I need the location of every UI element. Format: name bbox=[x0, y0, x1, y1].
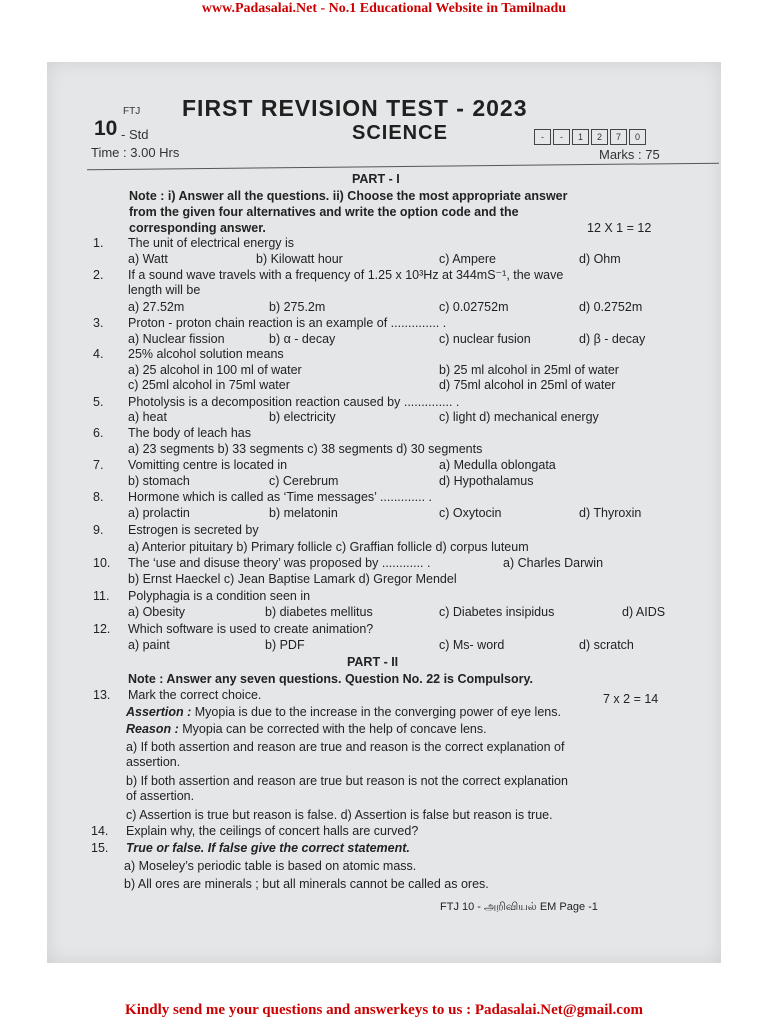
q13-option-b-line2: of assertion. bbox=[126, 789, 195, 803]
std-label: - Std bbox=[121, 127, 149, 142]
q5-number: 5. bbox=[93, 395, 104, 409]
q2-option-b: b) 275.2m bbox=[269, 300, 326, 314]
q2-option-c: c) 0.02752m bbox=[439, 300, 509, 314]
code-box: 7 bbox=[610, 129, 627, 145]
q8-text: Hormone which is called as ‘Time messages’ ............. . bbox=[128, 490, 433, 504]
q13-reason bbox=[126, 722, 487, 737]
q12-text: Which software is used to create animation? bbox=[128, 622, 374, 636]
q14-number: 14. bbox=[91, 824, 109, 838]
code-box: 2 bbox=[591, 129, 608, 145]
subject-title: SCIENCE bbox=[352, 122, 448, 144]
q2-option-a: a) 27.52m bbox=[128, 300, 185, 314]
q13-assertion bbox=[126, 705, 561, 720]
q2-text-continued: length will be bbox=[128, 283, 201, 297]
q15-text: True or false. If false give the correct statement. bbox=[126, 841, 410, 855]
note1-marks: 12 X 1 = 12 bbox=[587, 221, 652, 235]
exam-marks: Marks : 75 bbox=[599, 147, 660, 162]
q10-number: 10. bbox=[93, 556, 111, 570]
q15-number: 15. bbox=[91, 841, 109, 855]
q8-option-d: d) Thyroxin bbox=[579, 506, 642, 520]
part2-heading: PART - II bbox=[347, 655, 399, 669]
q13-option-a-line1: a) If both assertion and reason are true and reason is the correct explanation of bbox=[126, 740, 565, 754]
q1-number: 1. bbox=[93, 236, 104, 250]
q11-option-a: a) Obesity bbox=[128, 605, 185, 619]
q9-text: Estrogen is secreted by bbox=[128, 523, 259, 537]
q14-text: Explain why, the ceilings of concert halls are curved? bbox=[126, 824, 419, 838]
q4-text: 25% alcohol solution means bbox=[128, 347, 284, 361]
q7-text: Vomitting centre is located in bbox=[128, 458, 288, 472]
q9-number: 9. bbox=[93, 523, 104, 537]
q3-option-a: a) Nuclear fission bbox=[128, 332, 225, 346]
q4-number: 4. bbox=[93, 347, 104, 361]
q7-option-a: a) Medulla oblongata bbox=[439, 458, 556, 472]
q7-option-d: d) Hypothalamus bbox=[439, 474, 534, 488]
q6-number: 6. bbox=[93, 426, 104, 440]
site-header-banner: www.Padasalai.Net - No.1 Educational Website in Tamilnadu bbox=[201, 1, 567, 16]
note1-line1: Note : i) Answer all the questions. ii) Choose the most appropriate answer bbox=[129, 189, 568, 203]
q12-option-a: a) paint bbox=[128, 638, 170, 652]
assertion-label: Assertion : bbox=[126, 705, 192, 719]
q1-option-b: b) Kilowatt hour bbox=[256, 252, 343, 266]
q13-option-a-line2: assertion. bbox=[126, 755, 181, 769]
q1-option-d: d) Ohm bbox=[579, 252, 621, 266]
q13-option-b-line1: b) If both assertion and reason are true but reason is not the correct explanation bbox=[126, 774, 568, 788]
std-number: 10 bbox=[94, 117, 118, 140]
q4-option-a: a) 25 alcohol in 100 ml of water bbox=[128, 363, 302, 377]
q7-number: 7. bbox=[93, 458, 104, 472]
q3-option-c: c) nuclear fusion bbox=[439, 332, 531, 346]
q6-options: a) 23 segments b) 33 segments c) 38 segments d) 30 segments bbox=[128, 442, 483, 456]
q4-option-d: d) 75ml alcohol in 25ml of water bbox=[439, 378, 616, 392]
q11-option-c: c) Diabetes insipidus bbox=[439, 605, 555, 619]
q11-option-b: b) diabetes mellitus bbox=[265, 605, 373, 619]
q4-option-c: c) 25ml alcohol in 75ml water bbox=[128, 378, 290, 392]
q4-option-b: b) 25 ml alcohol in 25ml of water bbox=[439, 363, 619, 377]
code-box: 1 bbox=[572, 129, 589, 145]
code-box: 0 bbox=[629, 129, 646, 145]
q1-option-c: c) Ampere bbox=[439, 252, 496, 266]
note1-line3: corresponding answer. bbox=[129, 221, 266, 235]
exam-paper-photo bbox=[47, 62, 721, 963]
q12-option-c: c) Ms- word bbox=[439, 638, 505, 652]
q8-option-c: c) Oxytocin bbox=[439, 506, 502, 520]
q1-text: The unit of electrical energy is bbox=[128, 236, 295, 250]
q5-option-a: a) heat bbox=[128, 410, 167, 424]
ftj-code: FTJ bbox=[123, 106, 141, 117]
q7-option-c: c) Cerebrum bbox=[269, 474, 339, 488]
q11-option-d: d) AIDS bbox=[622, 605, 666, 619]
q5-option-b: b) electricity bbox=[269, 410, 336, 424]
code-boxes bbox=[534, 129, 648, 145]
page-footer: FTJ 10 - அறிவியல் EM Page -1 bbox=[440, 901, 598, 913]
assertion-text: Myopia is due to the increase in the converging power of eye lens. bbox=[191, 705, 561, 719]
exam-time: Time : 3.00 Hrs bbox=[91, 145, 180, 160]
q12-number: 12. bbox=[93, 622, 111, 636]
q8-option-a: a) prolactin bbox=[128, 506, 190, 520]
reason-text: Myopia can be corrected with the help of concave lens. bbox=[178, 722, 487, 736]
q12-option-b: b) PDF bbox=[265, 638, 305, 652]
header-rule bbox=[87, 163, 719, 171]
q6-text: The body of leach has bbox=[128, 426, 251, 440]
site-footer-banner: Kindly send me your questions and answerkeys to us : Padasalai.Net@gmail.com bbox=[125, 1002, 643, 1018]
q11-number: 11. bbox=[93, 589, 110, 603]
part2-marks: 7 x 2 = 14 bbox=[603, 692, 659, 706]
q11-text: Polyphagia is a condition seen in bbox=[128, 589, 311, 603]
q13-text: Mark the correct choice. bbox=[128, 688, 262, 702]
q3-option-b: b) α - decay bbox=[269, 332, 336, 346]
note2: Note : Answer any seven questions. Question No. 22 is Compulsory. bbox=[128, 672, 533, 686]
code-box: - bbox=[534, 129, 551, 145]
q15-statement-b: b) All ores are minerals ; but all minerals cannot be called as ores. bbox=[124, 877, 489, 891]
note1-line2: from the given four alternatives and write the option code and the bbox=[129, 205, 519, 219]
part1-heading: PART - I bbox=[352, 172, 400, 186]
q10-options: b) Ernst Haeckel c) Jean Baptise Lamark d) Gregor Mendel bbox=[128, 572, 457, 586]
q10-text: The ‘use and disuse theory’ was proposed by ............ . bbox=[128, 556, 431, 570]
q3-text: Proton - proton chain reaction is an example of .............. . bbox=[128, 316, 447, 330]
q5-option-cd: c) light d) mechanical energy bbox=[439, 410, 599, 424]
q3-option-d: d) β - decay bbox=[579, 332, 646, 346]
q1-option-a: a) Watt bbox=[128, 252, 168, 266]
q13-number: 13. bbox=[93, 688, 111, 702]
q10-option-a: a) Charles Darwin bbox=[503, 556, 604, 570]
q8-option-b: b) melatonin bbox=[269, 506, 338, 520]
q2-text: If a sound wave travels with a frequency of 1.25 x 10³Hz at 344mS⁻¹, the wave bbox=[128, 268, 564, 282]
q9-options: a) Anterior pituitary b) Primary follicle c) Graffian follicle d) corpus luteum bbox=[128, 540, 529, 554]
code-box: - bbox=[553, 129, 570, 145]
q2-number: 2. bbox=[93, 268, 104, 282]
q12-option-d: d) scratch bbox=[579, 638, 634, 652]
q3-number: 3. bbox=[93, 316, 104, 330]
q15-statement-a: a) Moseley’s periodic table is based on atomic mass. bbox=[124, 859, 417, 873]
q8-number: 8. bbox=[93, 490, 104, 504]
q2-option-d: d) 0.2752m bbox=[579, 300, 643, 314]
q7-option-b: b) stomach bbox=[128, 474, 190, 488]
q13-option-cd: c) Assertion is true but reason is false. d) Assertion is false but reason is true. bbox=[126, 808, 553, 822]
exam-title: FIRST REVISION TEST - 2023 bbox=[182, 95, 528, 121]
q5-text: Photolysis is a decomposition reaction caused by .............. . bbox=[128, 395, 460, 409]
reason-label: Reason : bbox=[126, 722, 179, 736]
